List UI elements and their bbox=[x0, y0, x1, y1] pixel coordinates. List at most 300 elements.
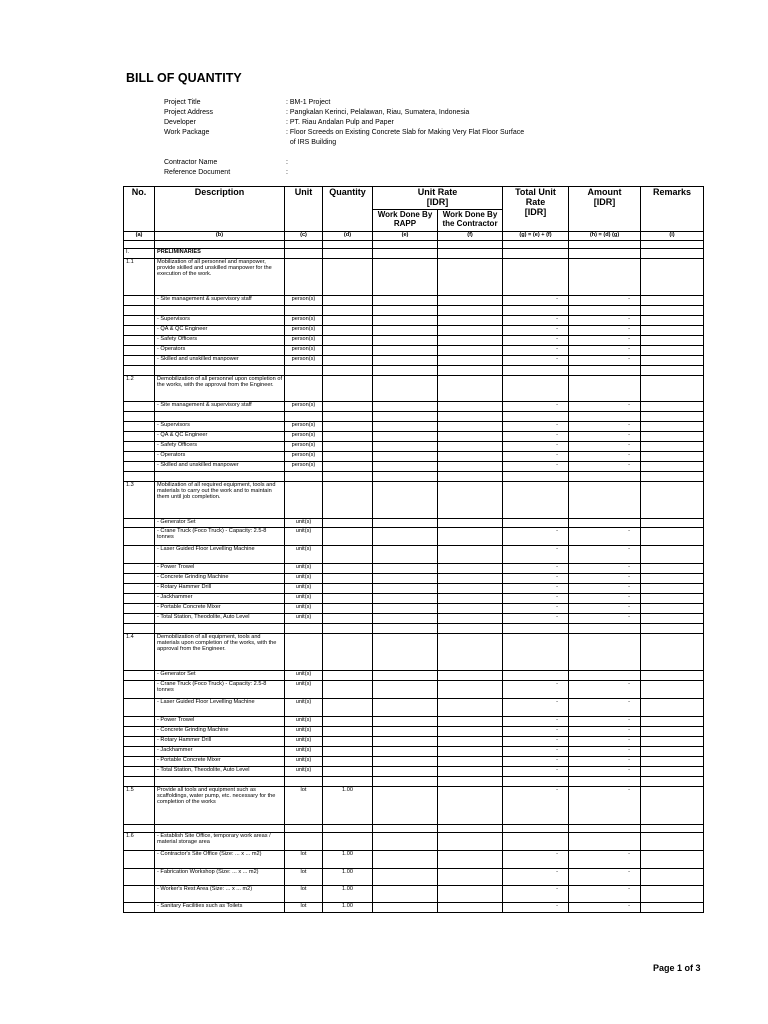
total-unit-rate-cell bbox=[503, 482, 569, 519]
item-description: - Generator Set bbox=[155, 671, 285, 681]
table-row bbox=[124, 699, 704, 717]
item-description: - QA & QC Engineer bbox=[155, 326, 285, 336]
work-done-contractor-cell bbox=[438, 316, 503, 326]
total-unit-rate-cell bbox=[503, 366, 569, 376]
table-row bbox=[124, 727, 704, 737]
work-done-rapp-cell bbox=[373, 833, 438, 851]
amount-cell: - bbox=[569, 717, 641, 727]
project-info-label: Project Address bbox=[164, 109, 214, 116]
work-done-rapp-cell bbox=[373, 681, 438, 699]
amount-cell: - bbox=[569, 737, 641, 747]
table-row bbox=[124, 757, 704, 767]
work-done-contractor-cell bbox=[438, 777, 503, 787]
project-info-row bbox=[164, 118, 576, 128]
work-done-rapp-cell bbox=[373, 326, 438, 336]
remarks-cell bbox=[641, 402, 704, 412]
total-unit-rate-cell: - bbox=[503, 296, 569, 306]
item-description: - QA & QC Engineer bbox=[155, 432, 285, 442]
item-unit: unit(s) bbox=[285, 614, 323, 624]
work-done-contractor-cell bbox=[438, 574, 503, 584]
remarks-cell bbox=[641, 624, 704, 634]
work-done-contractor-cell bbox=[438, 452, 503, 462]
total-unit-rate-cell bbox=[503, 306, 569, 316]
item-description bbox=[155, 241, 285, 249]
work-done-contractor-cell bbox=[438, 462, 503, 472]
table-row bbox=[124, 241, 704, 249]
item-number: 1.2 bbox=[124, 376, 155, 402]
header-no: No. bbox=[124, 187, 155, 232]
item-unit: person(s) bbox=[285, 452, 323, 462]
total-unit-rate-cell: - bbox=[503, 346, 569, 356]
amount-cell bbox=[569, 306, 641, 316]
item-number bbox=[124, 452, 155, 462]
item-unit bbox=[285, 259, 323, 296]
header-quantity: Quantity bbox=[323, 187, 373, 232]
work-done-contractor-cell bbox=[438, 594, 503, 604]
remarks-cell bbox=[641, 681, 704, 699]
work-done-contractor-cell bbox=[438, 402, 503, 412]
amount-cell bbox=[569, 519, 641, 528]
amount-cell: - bbox=[569, 296, 641, 306]
item-unit: person(s) bbox=[285, 346, 323, 356]
item-description bbox=[155, 366, 285, 376]
item-number bbox=[124, 747, 155, 757]
project-info-value: of IRS Building bbox=[286, 139, 337, 146]
item-description: - Contractor's Site Office (Size: ... x ... m2) bbox=[155, 851, 285, 869]
item-description: - Concrete Grinding Machine bbox=[155, 727, 285, 737]
amount-cell bbox=[569, 634, 641, 671]
work-done-rapp-cell bbox=[373, 671, 438, 681]
remarks-cell bbox=[641, 825, 704, 833]
work-done-contractor-cell bbox=[438, 249, 503, 259]
item-number bbox=[124, 869, 155, 886]
project-info-label: Contractor Name bbox=[164, 159, 218, 166]
work-done-rapp-cell bbox=[373, 624, 438, 634]
total-unit-rate-cell: - bbox=[503, 851, 569, 869]
item-quantity bbox=[323, 376, 373, 402]
total-unit-rate-cell: - bbox=[503, 604, 569, 614]
item-description: - Fabrication Workshop (Size: ... x ... m2) bbox=[155, 869, 285, 886]
item-description: PRELIMINARIES bbox=[155, 249, 285, 259]
item-description bbox=[155, 777, 285, 787]
work-done-rapp-cell bbox=[373, 903, 438, 913]
amount-cell bbox=[569, 412, 641, 422]
work-done-rapp-cell bbox=[373, 432, 438, 442]
work-done-rapp-cell bbox=[373, 346, 438, 356]
remarks-cell bbox=[641, 296, 704, 306]
item-number bbox=[124, 624, 155, 634]
total-unit-rate-cell: - bbox=[503, 767, 569, 777]
item-number bbox=[124, 681, 155, 699]
document-title: BILL OF QUANTITY bbox=[126, 71, 242, 85]
item-quantity bbox=[323, 462, 373, 472]
table-row bbox=[124, 787, 704, 825]
item-quantity bbox=[323, 249, 373, 259]
item-number bbox=[124, 241, 155, 249]
table-row bbox=[124, 259, 704, 296]
work-done-contractor-cell bbox=[438, 851, 503, 869]
item-description: Mobilization of all required equipment, tools and materials to carry out the work and to maintain them until job completion. bbox=[155, 482, 285, 519]
amount-cell: - bbox=[569, 727, 641, 737]
work-done-contractor-cell bbox=[438, 528, 503, 546]
item-description: - Total Station, Theodolite, Auto Level bbox=[155, 767, 285, 777]
work-done-contractor-cell bbox=[438, 737, 503, 747]
work-done-contractor-cell bbox=[438, 432, 503, 442]
amount-cell bbox=[569, 241, 641, 249]
remarks-cell bbox=[641, 259, 704, 296]
item-quantity bbox=[323, 634, 373, 671]
total-unit-rate-cell: - bbox=[503, 356, 569, 366]
work-done-rapp-cell bbox=[373, 747, 438, 757]
project-info-row bbox=[164, 168, 576, 178]
work-done-rapp-cell bbox=[373, 519, 438, 528]
item-quantity bbox=[323, 241, 373, 249]
amount-cell: - bbox=[569, 336, 641, 346]
item-number bbox=[124, 528, 155, 546]
item-quantity bbox=[323, 326, 373, 336]
item-description: - Skilled and unskilled manpower bbox=[155, 462, 285, 472]
item-description bbox=[155, 412, 285, 422]
amount-cell: - bbox=[569, 546, 641, 564]
item-unit: lot bbox=[285, 787, 323, 825]
item-unit: person(s) bbox=[285, 402, 323, 412]
item-number bbox=[124, 442, 155, 452]
remarks-cell bbox=[641, 452, 704, 462]
amount-cell: - bbox=[569, 767, 641, 777]
work-done-contractor-cell bbox=[438, 336, 503, 346]
column-code: (i) bbox=[641, 232, 704, 241]
item-quantity bbox=[323, 259, 373, 296]
total-unit-rate-cell bbox=[503, 825, 569, 833]
remarks-cell bbox=[641, 376, 704, 402]
item-number: 1.6 bbox=[124, 833, 155, 851]
table-row bbox=[124, 346, 704, 356]
project-info-row bbox=[164, 158, 576, 168]
item-unit: lot bbox=[285, 886, 323, 903]
work-done-rapp-cell bbox=[373, 825, 438, 833]
item-unit: unit(s) bbox=[285, 717, 323, 727]
total-unit-rate-cell: - bbox=[503, 787, 569, 825]
table-row bbox=[124, 903, 704, 913]
header-work-done-contractor: Work Done By the Contractor bbox=[438, 210, 503, 232]
column-code: (g) = (e) + (f) bbox=[503, 232, 569, 241]
amount-cell bbox=[569, 777, 641, 787]
item-unit bbox=[285, 366, 323, 376]
item-unit: person(s) bbox=[285, 316, 323, 326]
table-row bbox=[124, 717, 704, 727]
remarks-cell bbox=[641, 614, 704, 624]
item-description: - Crane Truck (Foco Truck) - Capacity: 2.5-8 tonnes bbox=[155, 681, 285, 699]
total-unit-rate-cell: - bbox=[503, 584, 569, 594]
item-number bbox=[124, 614, 155, 624]
remarks-cell bbox=[641, 869, 704, 886]
remarks-cell bbox=[641, 462, 704, 472]
remarks-cell bbox=[641, 326, 704, 336]
work-done-contractor-cell bbox=[438, 727, 503, 737]
table-row bbox=[124, 442, 704, 452]
item-description: - Site management & supervisory staff bbox=[155, 402, 285, 412]
amount-cell: - bbox=[569, 356, 641, 366]
project-info-row bbox=[164, 138, 576, 148]
table-row bbox=[124, 422, 704, 432]
remarks-cell bbox=[641, 241, 704, 249]
table-row bbox=[124, 482, 704, 519]
item-description: - Laser Guided Floor Levelling Machine bbox=[155, 699, 285, 717]
item-number bbox=[124, 306, 155, 316]
item-quantity bbox=[323, 519, 373, 528]
table-row bbox=[124, 574, 704, 584]
item-quantity bbox=[323, 833, 373, 851]
project-info-label: Work Package bbox=[164, 129, 210, 136]
item-description: Provide all tools and equipment such as scaffoldings, water pump, etc. necessary for the completion of the works bbox=[155, 787, 285, 825]
project-info-value: : PT. Riau Andalan Pulp and Paper bbox=[286, 119, 394, 126]
total-unit-rate-cell: - bbox=[503, 747, 569, 757]
item-quantity bbox=[323, 442, 373, 452]
column-code: (h) = (d) (g) bbox=[569, 232, 641, 241]
item-number bbox=[124, 422, 155, 432]
table-row bbox=[124, 376, 704, 402]
item-description bbox=[155, 825, 285, 833]
work-done-contractor-cell bbox=[438, 412, 503, 422]
work-done-contractor-cell bbox=[438, 376, 503, 402]
item-unit: unit(s) bbox=[285, 671, 323, 681]
item-quantity bbox=[323, 432, 373, 442]
work-done-rapp-cell bbox=[373, 249, 438, 259]
project-info-value bbox=[286, 148, 576, 158]
project-info-value: : bbox=[286, 159, 288, 166]
work-done-contractor-cell bbox=[438, 422, 503, 432]
work-done-rapp-cell bbox=[373, 442, 438, 452]
column-code: (c) bbox=[285, 232, 323, 241]
item-number bbox=[124, 519, 155, 528]
item-quantity bbox=[323, 472, 373, 482]
item-unit bbox=[285, 482, 323, 519]
item-unit bbox=[285, 376, 323, 402]
work-done-contractor-cell bbox=[438, 259, 503, 296]
remarks-cell bbox=[641, 564, 704, 574]
item-quantity bbox=[323, 452, 373, 462]
table-row bbox=[124, 671, 704, 681]
item-quantity: 1.00 bbox=[323, 886, 373, 903]
total-unit-rate-cell: - bbox=[503, 462, 569, 472]
item-quantity bbox=[323, 296, 373, 306]
project-info-value: : Pangkalan Kerinci, Pelalawan, Riau, Sumatera, Indonesia bbox=[286, 109, 470, 116]
item-unit: unit(s) bbox=[285, 727, 323, 737]
item-number bbox=[124, 604, 155, 614]
work-done-rapp-cell bbox=[373, 402, 438, 412]
work-done-contractor-cell bbox=[438, 747, 503, 757]
item-number bbox=[124, 346, 155, 356]
remarks-cell bbox=[641, 787, 704, 825]
item-unit: person(s) bbox=[285, 422, 323, 432]
item-description: - Operators bbox=[155, 452, 285, 462]
item-unit: unit(s) bbox=[285, 699, 323, 717]
remarks-cell bbox=[641, 757, 704, 767]
table-row bbox=[124, 634, 704, 671]
remarks-cell bbox=[641, 412, 704, 422]
item-number bbox=[124, 767, 155, 777]
table-row bbox=[124, 356, 704, 366]
item-unit: unit(s) bbox=[285, 574, 323, 584]
amount-cell: - bbox=[569, 903, 641, 913]
table-row bbox=[124, 366, 704, 376]
item-number bbox=[124, 574, 155, 584]
amount-cell: - bbox=[569, 422, 641, 432]
total-unit-rate-cell: - bbox=[503, 316, 569, 326]
item-number: 1.1 bbox=[124, 259, 155, 296]
item-unit: person(s) bbox=[285, 326, 323, 336]
work-done-rapp-cell bbox=[373, 452, 438, 462]
column-code: (b) bbox=[155, 232, 285, 241]
total-unit-rate-cell bbox=[503, 412, 569, 422]
item-unit: unit(s) bbox=[285, 757, 323, 767]
work-done-contractor-cell bbox=[438, 757, 503, 767]
item-number bbox=[124, 356, 155, 366]
project-info-row bbox=[164, 148, 576, 158]
total-unit-rate-cell bbox=[503, 259, 569, 296]
item-description bbox=[155, 624, 285, 634]
amount-cell bbox=[569, 376, 641, 402]
amount-cell bbox=[569, 833, 641, 851]
item-unit: unit(s) bbox=[285, 546, 323, 564]
project-info-label bbox=[164, 148, 286, 158]
work-done-contractor-cell bbox=[438, 346, 503, 356]
total-unit-rate-cell bbox=[503, 376, 569, 402]
header-amount: Amount [IDR] bbox=[569, 187, 641, 232]
work-done-rapp-cell bbox=[373, 634, 438, 671]
project-info-label: Developer bbox=[164, 119, 196, 126]
total-unit-rate-cell: - bbox=[503, 886, 569, 903]
item-quantity bbox=[323, 699, 373, 717]
amount-cell: - bbox=[569, 574, 641, 584]
item-description: Demobilization of all personnel upon completion of the works, with the approval from the Engineer. bbox=[155, 376, 285, 402]
item-description bbox=[155, 306, 285, 316]
item-unit bbox=[285, 472, 323, 482]
item-quantity bbox=[323, 402, 373, 412]
amount-cell bbox=[569, 472, 641, 482]
item-quantity bbox=[323, 757, 373, 767]
item-quantity bbox=[323, 624, 373, 634]
work-done-rapp-cell bbox=[373, 546, 438, 564]
remarks-cell bbox=[641, 336, 704, 346]
column-code: (f) bbox=[438, 232, 503, 241]
total-unit-rate-cell: - bbox=[503, 326, 569, 336]
amount-cell bbox=[569, 671, 641, 681]
item-description: - Crane Truck (Foco Truck) - Capacity: 2.5-8 tonnes bbox=[155, 528, 285, 546]
item-unit: unit(s) bbox=[285, 737, 323, 747]
amount-cell: - bbox=[569, 681, 641, 699]
item-description: - Concrete Grinding Machine bbox=[155, 574, 285, 584]
item-unit: unit(s) bbox=[285, 564, 323, 574]
total-unit-rate-cell: - bbox=[503, 336, 569, 346]
item-description: - Supervisors bbox=[155, 316, 285, 326]
table-row bbox=[124, 825, 704, 833]
work-done-rapp-cell bbox=[373, 757, 438, 767]
item-description: - Establish Site Office, temporary work areas / material storage area bbox=[155, 833, 285, 851]
work-done-rapp-cell bbox=[373, 787, 438, 825]
remarks-cell bbox=[641, 249, 704, 259]
item-unit: unit(s) bbox=[285, 584, 323, 594]
work-done-rapp-cell bbox=[373, 564, 438, 574]
remarks-cell bbox=[641, 528, 704, 546]
item-description: - Jackhammer bbox=[155, 747, 285, 757]
total-unit-rate-cell: - bbox=[503, 422, 569, 432]
item-unit: person(s) bbox=[285, 462, 323, 472]
work-done-contractor-cell bbox=[438, 614, 503, 624]
item-unit bbox=[285, 306, 323, 316]
total-unit-rate-cell: - bbox=[503, 432, 569, 442]
total-unit-rate-cell bbox=[503, 671, 569, 681]
item-unit: unit(s) bbox=[285, 594, 323, 604]
total-unit-rate-cell: - bbox=[503, 681, 569, 699]
item-description: - Portable Concrete Mixer bbox=[155, 757, 285, 767]
amount-cell bbox=[569, 624, 641, 634]
remarks-cell bbox=[641, 886, 704, 903]
work-done-rapp-cell bbox=[373, 594, 438, 604]
table-row bbox=[124, 528, 704, 546]
item-number bbox=[124, 432, 155, 442]
table-row bbox=[124, 306, 704, 316]
work-done-rapp-cell bbox=[373, 366, 438, 376]
work-done-rapp-cell bbox=[373, 851, 438, 869]
header-remarks: Remarks bbox=[641, 187, 704, 232]
remarks-cell bbox=[641, 604, 704, 614]
table-row bbox=[124, 326, 704, 336]
item-quantity bbox=[323, 528, 373, 546]
header-description: Description bbox=[155, 187, 285, 232]
item-quantity bbox=[323, 727, 373, 737]
remarks-cell bbox=[641, 851, 704, 869]
table-row bbox=[124, 412, 704, 422]
project-info-label: Project Title bbox=[164, 99, 201, 106]
work-done-contractor-cell bbox=[438, 241, 503, 249]
remarks-cell bbox=[641, 546, 704, 564]
item-quantity bbox=[323, 825, 373, 833]
item-number bbox=[124, 336, 155, 346]
item-number bbox=[124, 699, 155, 717]
amount-cell: - bbox=[569, 699, 641, 717]
work-done-contractor-cell bbox=[438, 634, 503, 671]
column-code-row bbox=[124, 232, 704, 241]
total-unit-rate-cell: - bbox=[503, 717, 569, 727]
item-quantity: 1.00 bbox=[323, 903, 373, 913]
item-description: - Worker's Rest Area (Size: ... x ... m2) bbox=[155, 886, 285, 903]
item-description: - Generator Set bbox=[155, 519, 285, 528]
work-done-rapp-cell bbox=[373, 528, 438, 546]
item-unit bbox=[285, 241, 323, 249]
header-unit-rate: Unit Rate [IDR] bbox=[373, 187, 503, 210]
work-done-contractor-cell bbox=[438, 833, 503, 851]
remarks-cell bbox=[641, 717, 704, 727]
remarks-cell bbox=[641, 346, 704, 356]
remarks-cell bbox=[641, 584, 704, 594]
item-number bbox=[124, 316, 155, 326]
item-unit: unit(s) bbox=[285, 681, 323, 699]
item-number bbox=[124, 326, 155, 336]
item-quantity bbox=[323, 366, 373, 376]
table-row bbox=[124, 472, 704, 482]
item-unit: lot bbox=[285, 903, 323, 913]
table-row bbox=[124, 336, 704, 346]
remarks-cell bbox=[641, 594, 704, 604]
table-row bbox=[124, 604, 704, 614]
total-unit-rate-cell: - bbox=[503, 737, 569, 747]
remarks-cell bbox=[641, 356, 704, 366]
item-number bbox=[124, 296, 155, 306]
item-number bbox=[124, 777, 155, 787]
item-description: - Supervisors bbox=[155, 422, 285, 432]
work-done-contractor-cell bbox=[438, 681, 503, 699]
